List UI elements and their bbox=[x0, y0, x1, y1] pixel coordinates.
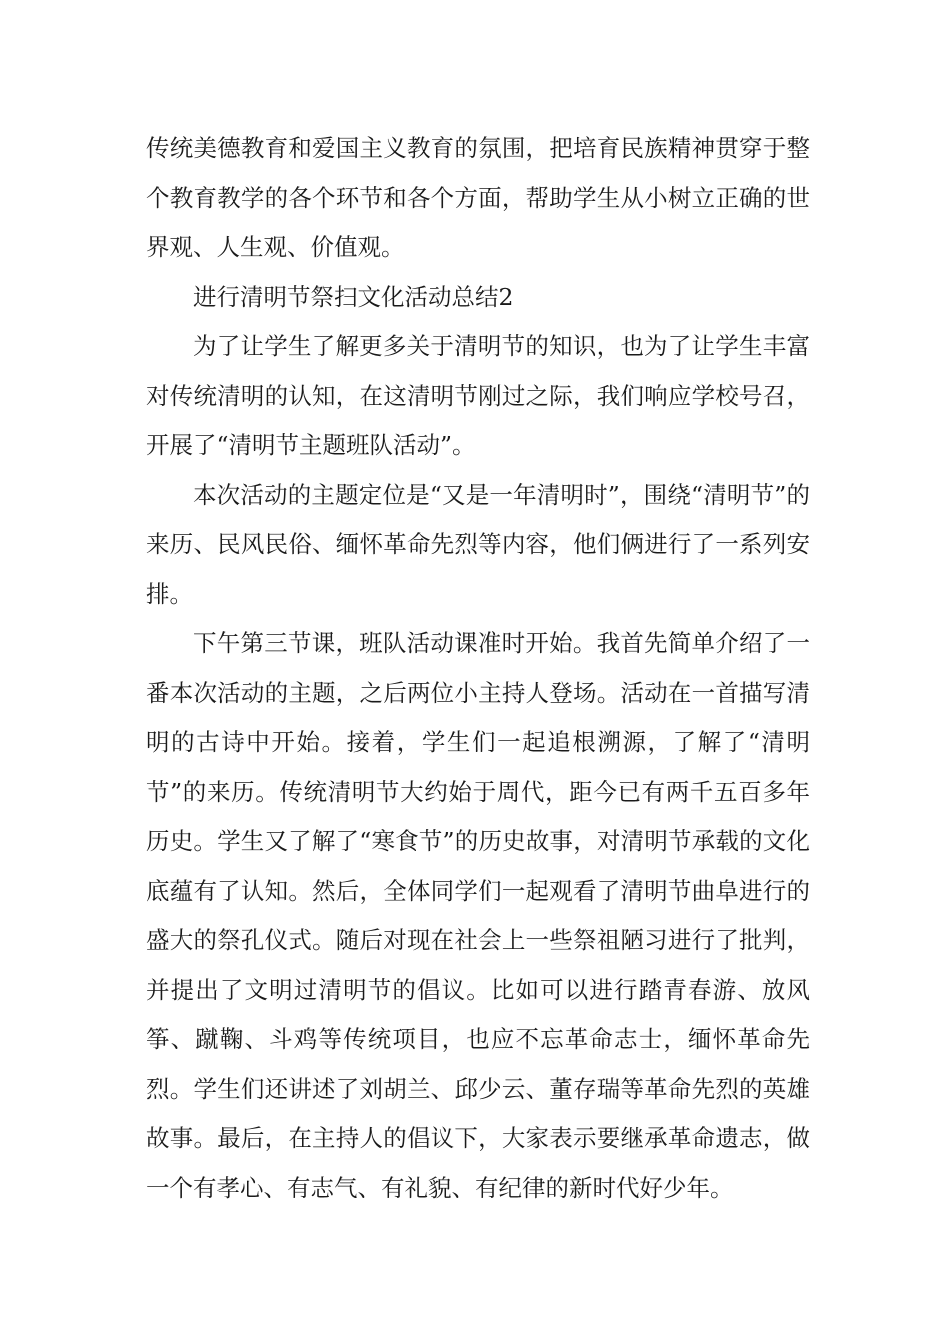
paragraph-theme: 本次活动的主题定位是“又是一年清明时”，围绕“清明节”的来历、民风民俗、缅怀革命先烈等内容，他们俩进行了一系列安排。 bbox=[146, 480, 810, 608]
document-body bbox=[146, 124, 810, 1213]
section-heading: 进行清明节祭扫文化活动总结2 bbox=[193, 282, 514, 311]
paragraph-intro: 为了让学生了解更多关于清明节的知识，也为了让学生丰富对传统清明的认知，在这清明节刚过之际，我们响应学校号召，开展了“清明节主题班队活动”。 bbox=[146, 332, 810, 459]
paragraph-activity: 下午第三节课，班队活动课准时开始。我首先简单介绍了一番本次活动的主题，之后两位小主持人登场。活动在一首描写清明的古诗中开始。接着，学生们一起追根溯源，了解了“清明节”的来历。传统清明节大约始于周代，距今已有两千五百多年历史。学生又了解了“寒食节”的历史故事，对清明节承载的文化底蕴有了认知。然后，全体同学们一起观看了清明节曲阜进行的盛大的祭孔仪式。随后对现在社会上一些祭祖陋习进行了批判，并提出了文明过清明节的倡议。比如可以进行踏青春游、放风筝、蹴鞠、斗鸡等传统项目，也应不忘革命志士，缅怀革命先烈。学生们还讲述了刘胡兰、邱少云、董存瑞等革命先烈的英雄故事。最后，在主持人的倡议下，大家表示要继承革命遗志，做一个有孝心、有志气、有礼貌、有纪律的新时代好少年。 bbox=[146, 629, 810, 1202]
paragraph-continuation: 传统美德教育和爱国主义教育的氛围，把培育民族精神贯穿于整个教育教学的各个环节和各个方面，帮助学生从小树立正确的世界观、人生观、价值观。 bbox=[146, 134, 810, 261]
